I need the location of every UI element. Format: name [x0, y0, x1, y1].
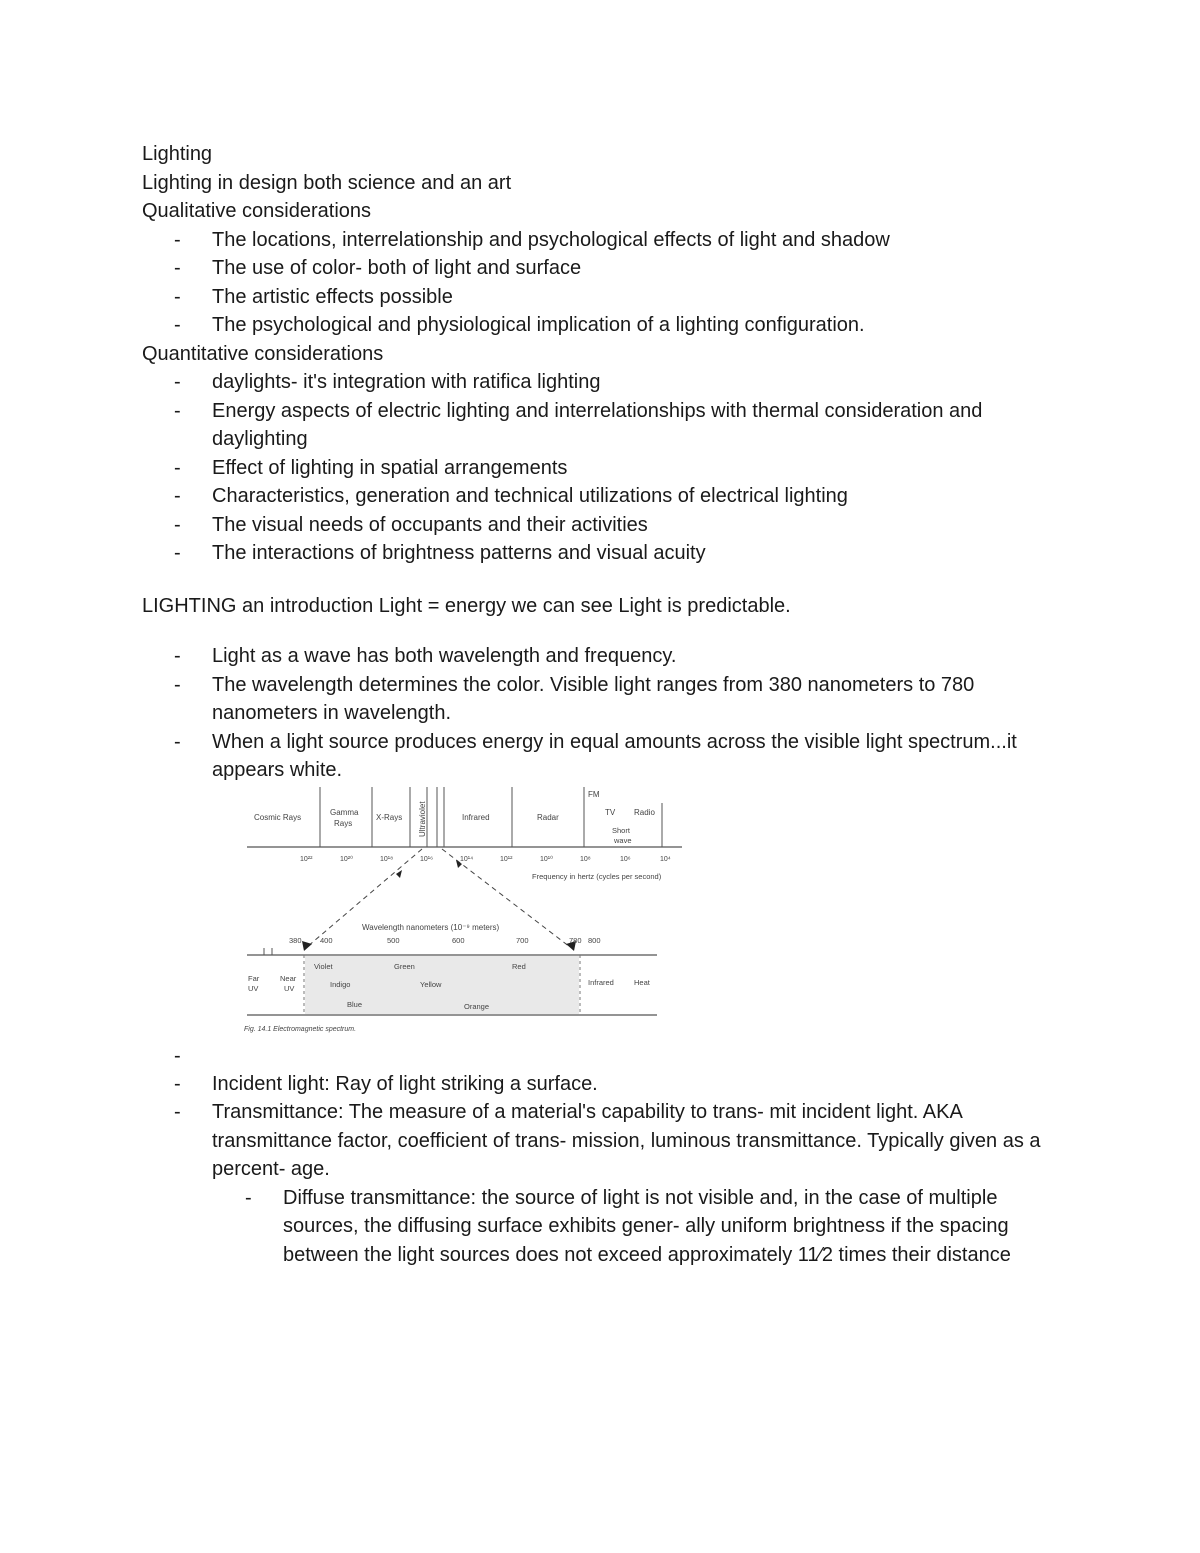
electromagnetic-spectrum-figure: [242, 785, 692, 1037]
freq-tick: 10¹⁸: [380, 855, 394, 863]
light-list: [142, 642, 1072, 1184]
list-item: - The interactions of brightness patterns and visual acuity: [142, 539, 1072, 568]
color-label: Blue: [347, 999, 363, 1009]
color-label: Red: [512, 961, 526, 971]
color-label: Indigo: [330, 979, 351, 989]
wave-tick: 400: [320, 935, 333, 945]
color-label: Violet: [314, 961, 333, 971]
band-label: TV: [605, 807, 616, 817]
freq-tick: 10¹⁰: [540, 855, 553, 863]
list-item: - The locations, interrelationship and psychological effects of light and shadow: [142, 226, 1072, 255]
uv-label: Far: [248, 973, 260, 983]
lighting-intro: LIGHTING an introduction Light = energy we can see Light is predictable.: [142, 594, 791, 617]
color-label: Orange: [464, 1001, 490, 1011]
freq-tick: 10⁸: [580, 855, 591, 863]
wave-tick: 600: [452, 935, 465, 945]
band-label: Infrared: [462, 812, 490, 822]
band-label: - Cosmic Rays: [254, 812, 302, 822]
list-item: - Diffuse transmittance: the source of light is not visible and, in the case of multiple sources, the diffusing surface exhibits gener- ally uniform brightness if the spacing between the light sources does not exceed approximately 11⁄2 times their distance: [213, 1184, 1072, 1270]
band-label: Ultraviolet: [418, 800, 427, 837]
freq-tick: 10¹²: [500, 855, 513, 863]
list-item: - The wavelength determines the color. Visible light ranges from 380 nanometers to 780 nanometers in wavelength.: [142, 671, 1072, 728]
band-label: Gamma: [330, 807, 359, 817]
band-label: FM: [588, 789, 600, 799]
quantitative-list: [142, 368, 1072, 568]
list-item: - Incident light: Ray of light striking a surface.: [142, 1070, 1072, 1099]
freq-tick: 10²⁰: [340, 855, 353, 863]
intro-line: Lighting in design both science and an art: [142, 171, 512, 194]
list-item: - Effect of lighting in spatial arrangements: [142, 454, 1072, 483]
freq-tick: 10²²: [300, 855, 313, 863]
band-label: Radar: [537, 812, 559, 822]
wavelength-axis-label: Wavelength nanometers (10⁻⁹ meters): [362, 922, 500, 932]
document-body: [142, 140, 1072, 1269]
list-item: - Energy aspects of electric lighting and interrelationships with thermal consideration and daylighting: [142, 397, 1072, 454]
freq-tick: 10⁴: [660, 855, 671, 863]
list-item: - The use of color- both of light and surface: [142, 254, 1072, 283]
list-item: - Light as a wave has both wavelength and frequency.: [142, 642, 1072, 671]
list-item: - The artistic effects possible: [142, 283, 1072, 312]
doc-title: Lighting: [142, 143, 213, 165]
uv-label: UV: [248, 983, 259, 993]
qualitative-heading: Qualitative considerations: [142, 200, 372, 222]
figure-caption: Fig. 14.1 Electromagnetic spectrum.: [244, 1025, 357, 1033]
wave-tick: 500: [387, 935, 400, 945]
sub-list: [213, 1184, 1072, 1270]
wave-tick: 380: [289, 935, 302, 945]
band-label: Rays: [334, 818, 353, 828]
band-label: wave: [614, 835, 632, 845]
figure-list-item: [142, 785, 1072, 1070]
list-item: - The psychological and physiological implication of a lighting configuration.: [142, 311, 1072, 340]
color-label: Yellow: [420, 979, 442, 989]
wave-tick: 780: [569, 935, 582, 945]
range-label: Infrared: [588, 977, 614, 987]
list-item: - Transmittance: The measure of a material's capability to trans- mit incident light. AKA transmittance factor, coefficient of trans- mission, luminous transmittance. Typically given as a percent- age.: [142, 1098, 1072, 1184]
color-label: Green: [394, 961, 415, 971]
list-item: - When a light source produces energy in equal amounts across the visible light spectrum...it appears white.: [142, 728, 1072, 785]
wave-tick: 700: [516, 935, 529, 945]
frequency-axis-label: Frequency in hertz (cycles per second): [532, 871, 662, 881]
band-label: Radio: [634, 807, 655, 817]
list-item: - daylights- it's integration with ratifica lighting: [142, 368, 1072, 397]
wave-tick: 800: [588, 935, 601, 945]
uv-label: Near: [280, 973, 297, 983]
quantitative-heading: Quantitative considerations: [142, 342, 384, 365]
freq-tick: 10⁶: [620, 855, 631, 863]
freq-tick: 10¹⁶: [420, 855, 433, 863]
qualitative-list: [142, 226, 1072, 340]
list-item: - The visual needs of occupants and their activities: [142, 511, 1072, 540]
freq-tick: 10¹⁴: [460, 855, 474, 863]
uv-label: UV: [284, 983, 295, 993]
list-item: - Characteristics, generation and technical utilizations of electrical lighting: [142, 482, 1072, 511]
band-label: X-Rays: [376, 812, 403, 822]
band-label: Short: [612, 825, 630, 835]
range-label: Heat: [634, 977, 650, 987]
